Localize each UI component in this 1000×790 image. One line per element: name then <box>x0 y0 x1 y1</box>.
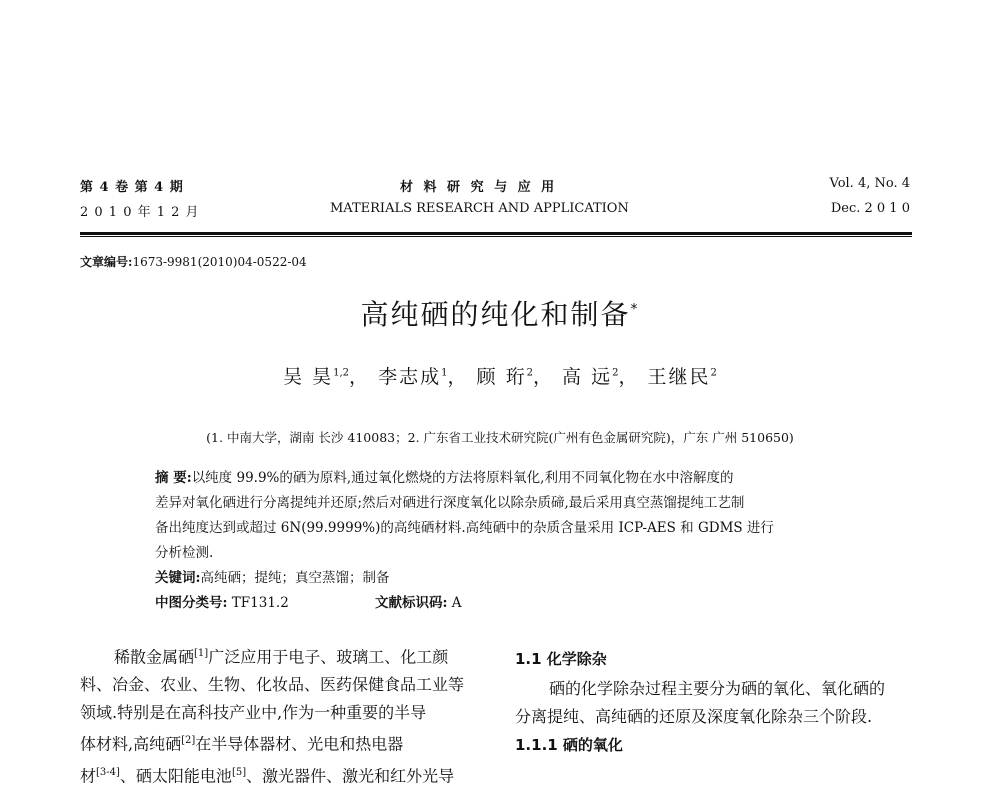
title-text: 高纯硒的纯化和制备 <box>360 298 631 331</box>
left-column <box>80 640 464 790</box>
abstract <box>155 466 774 566</box>
citation: [3-4] <box>96 766 120 778</box>
citation: [2] <box>181 735 196 747</box>
body-line: 稀散金属硒[1]广泛应用于电子、玻璃工、化工颜 <box>114 647 449 667</box>
body-line: 体材料,高纯硒[2]在半导体器材、光电和热电器 <box>80 734 404 754</box>
citation: [1] <box>194 648 209 659</box>
body-line: 料、冶金、农业、生物、化妆品、医药保健食品工业等 <box>80 675 465 695</box>
header-volume-issue: 第 4 卷 第 4 期 <box>80 180 184 195</box>
header-rule-thick <box>80 232 912 235</box>
abstract-line: 以纯度 99.9%的硒为原料,通过氧化燃烧的方法将原料氧化,利用不同氧化物在水中溶解度的 <box>191 470 734 486</box>
abstract-line: 备出纯度达到或超过 6N(99.9999%)的高纯硒材料.高纯硒中的杂质含量采用 ICP-AES 和 GDMS 进行 <box>155 520 774 536</box>
body-line: 分离提纯、高纯硒的还原及深度氧化除杂三个阶段. <box>515 707 873 726</box>
section-heading: 1.1 化学除杂 <box>515 650 607 668</box>
keywords-label: 关键词: <box>155 570 201 586</box>
article-number <box>80 253 307 270</box>
author-affil: 1,2 <box>333 367 350 379</box>
author-name: 顾 珩 <box>476 366 527 388</box>
author-affil: 2 <box>526 367 533 379</box>
author-sep: ， <box>349 366 371 388</box>
header-date: 2 0 1 0 年 1 2 月 <box>80 205 200 220</box>
keywords <box>155 566 389 586</box>
author-affil: 2 <box>612 367 619 379</box>
abstract-line: 差异对氧化硒进行分离提纯并还原;然后对硒进行深度氧化以除杂质碲,最后采用真空蒸馏提纯工艺制 <box>155 495 745 511</box>
author-sep: ， <box>532 366 554 388</box>
right-column-paragraph <box>515 675 885 731</box>
clc-label: 中图分类号: <box>155 595 228 611</box>
header-journal-en: MATERIALS RESEARCH AND APPLICATION <box>330 201 629 216</box>
author-list <box>0 362 1000 389</box>
abstract-label: 摘 要: <box>155 470 192 486</box>
author-name: 高 远 <box>562 366 613 388</box>
header-date-en: Dec. 2 0 1 0 <box>830 201 910 216</box>
author-sep: ， <box>447 366 469 388</box>
clc-number <box>155 591 289 611</box>
doc-code-label: 文献标识码: <box>375 595 448 611</box>
article-number-label: 文章编号: <box>80 255 133 269</box>
author-affil: 2 <box>710 367 717 379</box>
header-volume-issue-en: Vol. 4, No. 4 <box>829 176 910 191</box>
abstract-line: 分析检测. <box>155 545 214 561</box>
body-line: 硒的化学除杂过程主要分为硒的氧化、氧化硒的 <box>549 679 886 698</box>
author-name: 王继民 <box>647 366 711 388</box>
page-title <box>0 293 1000 333</box>
doc-code-value: A <box>451 595 462 611</box>
document-code <box>375 591 462 611</box>
body-line: 领域.特别是在高科技产业中,作为一种重要的半导 <box>80 703 427 723</box>
citation: [5] <box>231 766 247 778</box>
author-sep: ， <box>618 366 640 388</box>
subsection-heading: 1.1.1 硒的氧化 <box>515 736 623 754</box>
author-name: 吴 昊 <box>283 366 334 388</box>
header-journal-cn: 材 料 研 究 与 应 用 <box>400 180 558 195</box>
header-rule-thin <box>80 236 912 237</box>
clc-value: TF131.2 <box>231 595 289 611</box>
keywords-value: 高纯硒；提纯；真空蒸馏；制备 <box>200 570 390 586</box>
affiliation: (1. 中南大学，湖南 长沙 410083；2. 广东省工业技术研究院(广州有色金属研究院)，广东 广州 510650) <box>206 430 794 445</box>
author-name: 李志成 <box>378 366 442 388</box>
author-affil: 1 <box>441 367 448 379</box>
title-footnote-mark: * <box>630 301 640 318</box>
body-line: 材[3-4]、硒太阳能电池[5]、激光器件、激光和红外光导 <box>80 765 455 785</box>
article-number-value: 1673-9981(2010)04-0522-04 <box>132 255 307 269</box>
